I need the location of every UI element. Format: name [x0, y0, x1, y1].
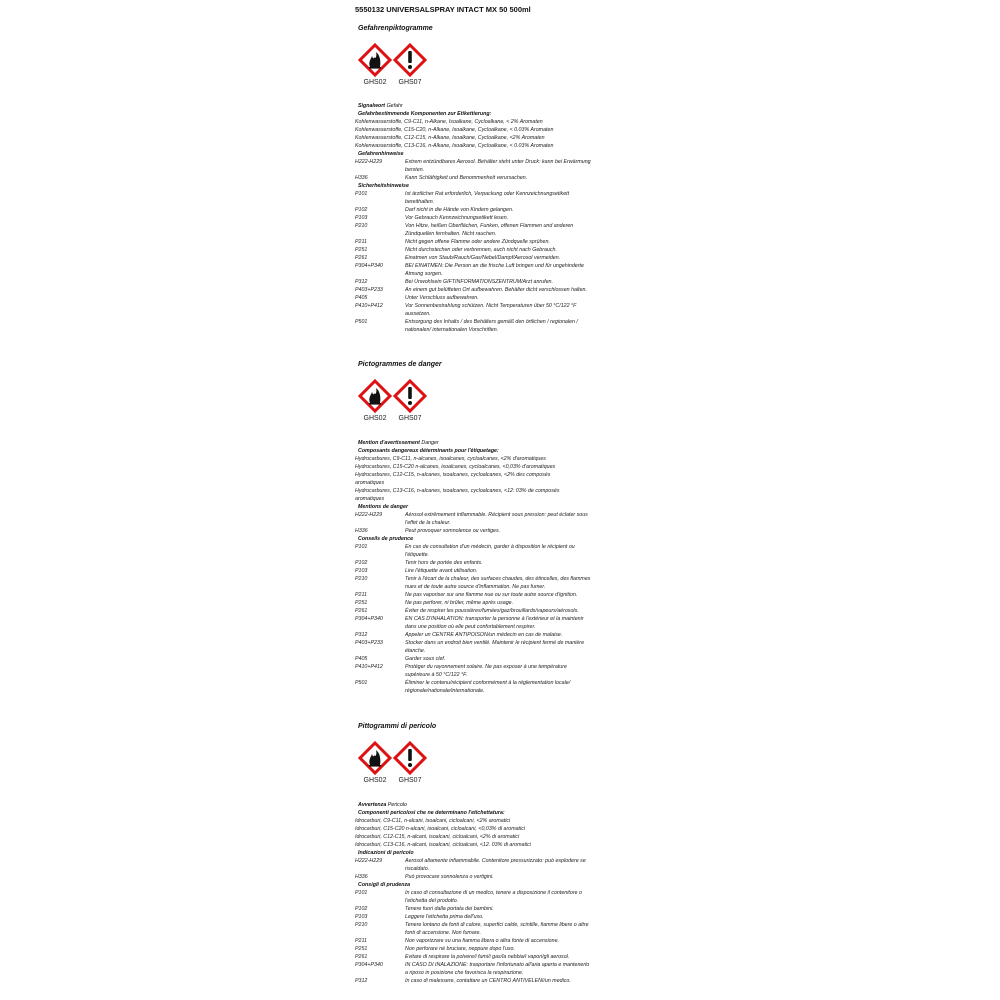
component-line: Kohlenwasserstoffe, C12-C15, n-Alkane, Isoalkane, Cycloalkane, <2% Aromaten: [355, 135, 545, 141]
ghs07-pictogram: [393, 43, 427, 91]
statement-text: Tenere lontano da fonti di calore, superfici calde, scintille, fiamme libere o altre: [405, 922, 589, 928]
statement-code: P102: [355, 207, 368, 213]
precaution-row-cont: l'etichetta del prodotto.: [405, 898, 459, 904]
components-heading: Componenti pericolosi che ne determinano l'etichettatura:: [358, 810, 505, 816]
statement-code: P102: [355, 906, 368, 912]
flame-icon: [358, 379, 392, 415]
statement-code: P103: [355, 215, 368, 221]
exclamation-icon: [393, 379, 427, 415]
precaution-row: [355, 937, 655, 945]
statement-code: P103: [355, 568, 368, 574]
statement-text: In caso di consultazione di un medico, tenere a disposizione il contenitore o: [405, 890, 582, 896]
hazard-row: [355, 174, 655, 182]
precaution-row: [355, 214, 655, 222]
statement-code: P304+P340: [355, 616, 383, 622]
signal-word-row: Avvertenza Pericolo: [358, 802, 407, 808]
statement-text: Von Hitze, heißen Oberflächen, Funken, offenen Flammen und anderen: [405, 223, 574, 229]
statement-code: P403+P233: [355, 287, 383, 293]
statement-code: P261: [355, 608, 368, 614]
precaution-row: [355, 206, 655, 214]
precaution-row: [355, 905, 655, 913]
statement-text: Aérosol extrêmement inflammable. Récipient sous pression: peut éclater sous: [405, 512, 588, 518]
hazard-heading: Indicazioni di pericolo: [358, 850, 414, 856]
statement-code: P101: [355, 890, 368, 896]
precaution-row: [355, 238, 655, 246]
precaution-row: [355, 262, 655, 270]
precaution-heading: Consigli di prudenza: [358, 882, 411, 888]
component-line: Kohlenwasserstoffe, C15-C20, n-Alkane, Isoalkane, Cycloalkane, < 0.03% Aromaten: [355, 127, 554, 133]
statement-code: P102: [355, 560, 368, 566]
precaution-row: [355, 294, 655, 302]
statement-code: P312: [355, 632, 368, 638]
precaution-row: [355, 607, 655, 615]
component-line: Idrocarburi, C9-C11, n-alcani, isoalcani, cicloalcani, <2% aromatici: [355, 818, 511, 824]
statement-code: P251: [355, 600, 368, 606]
statement-code: P312: [355, 279, 368, 285]
hazard-row: [355, 527, 655, 535]
components-heading: Gefahrbestimmende Komponenten zur Etikettierung:: [358, 111, 492, 117]
precaution-row: [355, 889, 655, 897]
precaution-row: [355, 222, 655, 230]
statement-text: Éviter de respirer les poussières/fumées/gaz/brouillards/vapeurs/aérosols.: [405, 608, 579, 614]
component-line: Hydrocarbures, C9-C11, n-alcanes, isoalcanes, cycloalcanes, <2% d'aromatiques: [355, 456, 546, 462]
hazard-row-cont: riscaldato.: [405, 866, 430, 872]
precaution-row-cont: dans une position où elle peut confortablement respirer.: [405, 624, 536, 630]
precaution-heading: Conseils de prudence: [358, 536, 414, 542]
statement-code: P405: [355, 656, 368, 662]
statement-code: P251: [355, 946, 368, 952]
statement-text: Aerosol altamente infiammabile. Contenitore pressurizzato: può esplodere se: [405, 858, 586, 864]
hazard-row: [355, 511, 655, 519]
statement-code: P304+P340: [355, 263, 383, 269]
hazard-heading: Mentions de danger: [358, 504, 409, 510]
precaution-row: [355, 639, 655, 647]
statement-code: P101: [355, 544, 368, 550]
statement-text: Unter Verschluss aufbewahren.: [405, 295, 479, 301]
pictogram-row: [358, 379, 438, 427]
ghs02-pictogram: [358, 741, 392, 789]
ghs07-pictogram: [393, 741, 427, 789]
statement-code: H336: [355, 528, 368, 534]
precaution-row: [355, 575, 655, 583]
precaution-row: [355, 663, 655, 671]
hazard-row-cont: l'effet de la chaleur.: [405, 520, 451, 526]
statement-text: Nicht durchstechen oder verbrennen, auch nicht nach Gebrauch.: [405, 247, 557, 253]
precaution-row: [355, 591, 655, 599]
pictogram-row: [358, 43, 438, 91]
statement-text: Tenir à l'écart de la chaleur, des surfaces chaudes, des étincelles, des flammes: [405, 576, 591, 582]
component-line: Idrocarburi, C15-C20 n-alcani, isoalcani, cicloalcani, <0,03% di aromatici: [355, 826, 526, 832]
section-body: [355, 801, 655, 985]
statement-code: P501: [355, 680, 368, 686]
ghs07-pictogram: [393, 379, 427, 427]
precaution-row: [355, 961, 655, 969]
precaution-row-cont: a riposo in posizione che favorisca la respirazione.: [405, 970, 524, 976]
pictogram-label: GHS07: [398, 415, 422, 422]
statement-code: H222-H229: [355, 858, 383, 864]
precaution-row: [355, 318, 655, 326]
precaution-row: [355, 559, 655, 567]
statement-text: BEI EINATMEN: Die Person an die frische Luft bringen und für ungehinderte: [405, 263, 584, 269]
statement-text: Nicht gegen offene Flamme oder andere Zündquelle sprühen.: [405, 239, 550, 245]
ghs02-pictogram: [358, 379, 392, 427]
pictogram-row: [358, 741, 438, 789]
precaution-row: [355, 302, 655, 310]
precaution-row-cont: Zündquellen fernhalten. Nicht rauchen.: [405, 231, 497, 237]
ghs02-pictogram: [358, 43, 392, 91]
statement-text: Éliminer le contenu/récipient conformément à la réglementation locale/: [405, 680, 571, 686]
statement-code: P210: [355, 922, 368, 928]
flame-icon: [358, 43, 392, 79]
precaution-row-cont: bereithalten.: [405, 199, 435, 205]
precaution-row: [355, 655, 655, 663]
signal-word-row: Signalwort Gefahr: [358, 103, 403, 109]
statement-text: Einatmen von Staub/Rauch/Gas/Nebel/Dampf/Aerosol vermeiden.: [405, 255, 561, 261]
statement-text: En cas de consultation d'un médecin, garder à disposition le récipient ou: [405, 544, 575, 550]
statement-text: Protéger du rayonnement solaire. Ne pas exposer à une température: [405, 664, 567, 670]
statement-text: Garder sous clef.: [405, 656, 446, 662]
statement-code: H336: [355, 175, 368, 181]
section-body: [355, 439, 655, 695]
statement-text: Può provocare sonnolenza o vertigini.: [405, 874, 494, 880]
precaution-row: [355, 631, 655, 639]
precaution-heading: Sicherheitshinweise: [358, 183, 409, 189]
statement-code: P261: [355, 255, 368, 261]
component-line: Hydrocarbures, C12-C15, n-alcanes, isoalcanes, cycloalcanes, <2% des composés: [355, 472, 551, 478]
precaution-row-cont: étanche.: [405, 648, 426, 654]
component-line: aromatiques: [355, 496, 385, 502]
statement-code: P410+P412: [355, 664, 383, 670]
precaution-row-cont: fonti di accensione. Non fumare.: [405, 930, 481, 936]
statement-text: Ne pas vaporiser sur une flamme nue ou sur toute autre source d'ignition.: [405, 592, 578, 598]
statement-text: Vor Sonnenbestrahlung schützen. Nicht Temperaturen über 50 °C/122 °F: [405, 303, 577, 309]
statement-code: P101: [355, 191, 368, 197]
statement-code: H336: [355, 874, 368, 880]
hazard-heading: Gefahrenhinweise: [358, 151, 404, 157]
precaution-row-cont: nationalen/ internationalen Vorschriften.: [405, 327, 499, 333]
statement-text: In caso di malessere, contattare un CENTRO ANTIVELENI/un medico.: [405, 978, 571, 984]
statement-code: P403+P233: [355, 640, 383, 646]
statement-text: Appeler un CENTRE ANTIPOISON/un médecin en cas de malaise.: [405, 632, 563, 638]
statement-code: P410+P412: [355, 303, 383, 309]
document-title: 5550132 UNIVERSALSPRAY INTACT MX 50 500ml: [355, 5, 531, 14]
precaution-row-cont: nues et de toute autre source d'inflammation. Ne pas fumer.: [405, 584, 546, 590]
statement-text: Vor Gebrauch Kennzeichnungsetikett lesen.: [405, 215, 509, 221]
precaution-row: [355, 599, 655, 607]
section-heading: Pictogrammes de danger: [358, 361, 442, 368]
statement-text: Darf nicht in die Hände von Kindern gelangen.: [405, 207, 514, 213]
statement-code: P210: [355, 223, 368, 229]
statement-code: P501: [355, 319, 368, 325]
precaution-row: [355, 679, 655, 687]
component-line: aromatiques: [355, 480, 385, 486]
statement-code: H222-H229: [355, 159, 383, 165]
statement-text: Tenere fuori dalla portata dei bambini.: [405, 906, 494, 912]
signal-word-row: Mention d'avertissement Danger: [358, 440, 439, 446]
statement-code: P210: [355, 576, 368, 582]
statement-text: Stocker dans un endroit bien ventilé. Maintenir le récipient fermé de manière: [405, 640, 585, 646]
precaution-row-cont: l'étiquette.: [405, 552, 429, 558]
pictogram-label: GHS02: [363, 415, 387, 422]
precaution-row: [355, 246, 655, 254]
statement-text: Kann Schläfrigkeit und Benommenheit verursachen.: [405, 175, 528, 181]
precaution-row: [355, 543, 655, 551]
statement-code: P211: [355, 938, 367, 944]
component-line: Idrocarburi, C12-C15, n-alcani, isoalcani, cicloalcani, <2% di aromatici: [355, 834, 520, 840]
section-heading: Gefahrenpiktogramme: [358, 25, 433, 32]
hazard-row: [355, 857, 655, 865]
component-line: Kohlenwasserstoffe, C9-C11, n-Alkane, Isoalkane, Cycloalkane, < 2% Aromaten: [355, 119, 543, 125]
statement-text: Peut provoquer somnolence ou vertiges.: [405, 528, 501, 534]
precaution-row: [355, 615, 655, 623]
pictogram-label: GHS07: [398, 777, 422, 784]
exclamation-icon: [393, 43, 427, 79]
statement-code: P312: [355, 978, 368, 984]
statement-code: P261: [355, 954, 368, 960]
precaution-row: [355, 567, 655, 575]
statement-code: P211: [355, 592, 367, 598]
precaution-row: [355, 953, 655, 961]
statement-code: P103: [355, 914, 368, 920]
precaution-row: [355, 278, 655, 286]
statement-text: Leggere l'etichetta prima dell'uso.: [405, 914, 484, 920]
pictogram-label: GHS02: [363, 79, 387, 86]
pictogram-label: GHS07: [398, 79, 422, 86]
precaution-row-cont: aussetzen.: [405, 311, 431, 317]
section-heading: Pittogrammi di pericolo: [358, 723, 437, 730]
statement-code: P211: [355, 239, 367, 245]
precaution-row: [355, 286, 655, 294]
statement-text: EN CAS D'INHALATION: transporter la personne à l'extérieur et la maintenir: [405, 616, 584, 622]
statement-text: Non perforare né bruciare, neppure dopo l'uso.: [405, 946, 515, 952]
precaution-row: [355, 254, 655, 262]
exclamation-icon: [393, 741, 427, 777]
statement-text: Entsorgung des Inhalts / des Behälters gemäß den örtlichen / regionalen /: [405, 319, 578, 325]
flame-icon: [358, 741, 392, 777]
statement-text: Bei Unwohlsein GIFTINFORMATIONSZENTRUM/Arzt anrufen.: [405, 279, 553, 285]
statement-text: Tenir hors de portée des enfants.: [405, 560, 483, 566]
statement-text: Ist ärztlicher Rat erforderlich, Verpackung oder Kennzeichnungsetikett: [405, 191, 570, 197]
hazard-row: [355, 873, 655, 881]
statement-code: P251: [355, 247, 368, 253]
statement-text: Extrem entzündbares Aerosol. Behälter steht unter Druck: kann bei Erwärmung: [405, 159, 591, 165]
component-line: Idrocarburi, C13-C16, n-alcani, isoalcani, cicloalcani, <12. 03% di aromatici: [355, 842, 531, 848]
hazard-row-cont: bersten.: [405, 167, 425, 173]
statement-text: Lire l'étiquette avant utilisation.: [405, 568, 478, 574]
precaution-row: [355, 977, 655, 985]
precaution-row: [355, 913, 655, 921]
statement-text: Non vaporizzare su una fiamma libera o altra fonte di accensione.: [405, 938, 559, 944]
component-line: Hydrocarbures, C15-C20 n-alcanes, isoalcanes, cycloalcanes, <0,03% d'aromatiques: [355, 464, 556, 470]
precaution-row: [355, 921, 655, 929]
component-line: Kohlenwasserstoffe, C13-C16, n-Alkane, Isoalkane, Cycloalkane, < 0.03% Aromaten: [355, 143, 554, 149]
statement-text: Ne pas perforer, ni brûler, même après usage.: [405, 600, 514, 606]
precaution-row: [355, 190, 655, 198]
components-heading: Composants dangereux déterminants pour l'étiquetage:: [358, 448, 499, 454]
precaution-row-cont: Atmung sorgen.: [405, 271, 443, 277]
statement-text: IN CASO DI INALAZIONE: trasportare l'infortunato all'aria aperta e mantenerlo: [405, 962, 590, 968]
statement-code: P304+P340: [355, 962, 383, 968]
statement-text: Evitare di respirare la polvere/i fumi/i gas/la nebbia/i vapori/gli aerosol.: [405, 954, 570, 960]
precaution-row-cont: supérieure à 50 °C/122 °F.: [405, 672, 468, 678]
precaution-row: [355, 945, 655, 953]
statement-text: An einem gut belüfteten Ort aufbewahren. Behälter dicht verschlossen halten.: [405, 287, 587, 293]
hazard-row: [355, 158, 655, 166]
statement-code: H222-H229: [355, 512, 383, 518]
pictogram-label: GHS02: [363, 777, 387, 784]
statement-code: P405: [355, 295, 368, 301]
component-line: Hydrocarbures, C13-C16, n-alcanes, isoalcanes, cycloalcanes, <12: 03% de composés: [355, 488, 560, 494]
section-body: [355, 102, 655, 334]
precaution-row-cont: régionale/nationale/internationale.: [405, 688, 485, 694]
